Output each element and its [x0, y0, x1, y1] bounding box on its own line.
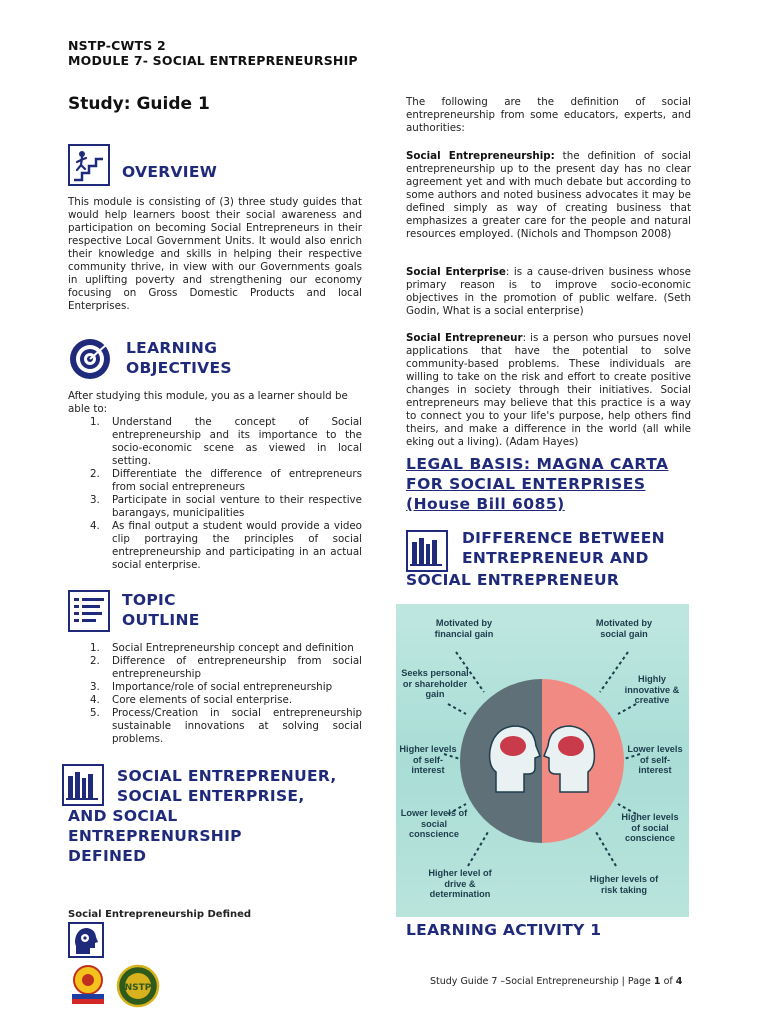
nstp-logo: [116, 964, 160, 1008]
list-item: 5. Process/Creation in social entrepreneurship sustainable innovations at solving social problems.: [90, 707, 362, 745]
stairs-climber-icon: [68, 144, 110, 186]
list-item: 1. Social Entrepreneurship concept and definition: [90, 642, 354, 654]
list-item: 3. Importance/role of social entrepreneurship: [90, 681, 333, 693]
svg-text:NSTP: NSTP: [124, 983, 152, 993]
books-icon: [62, 764, 104, 806]
definition-social-entrepreneurship: Social Entrepreneurship: the definition of social entrepreneurship up to the present day has no clear agreement yet and with much debate but according to some authors and noted business advocates it may be defined simply as way of creating business that emphasizes a greater care for the people and natural resources employed. (Nichols and Thompson 2008): [406, 150, 691, 240]
diagram-label: Lower levels of social conscience: [400, 808, 468, 839]
difference-heading-top: DIFFERENCE BETWEEN ENTREPRENEUR AND: [462, 529, 665, 567]
diagram-label: Higher level of drive & determination: [428, 868, 492, 899]
list-item: 1. Understand the concept of Social entrepreneurship and its importance to the socio-economic scene as viewed in local setting.: [90, 416, 362, 467]
defined-heading-top: SOCIAL ENTREPRENUER, SOCIAL ENTERPRISE,: [117, 767, 337, 805]
objectives-intro: After studying this module, you as a learner should be able to:: [68, 390, 348, 415]
diagram-label: Higher levels of risk taking: [589, 874, 659, 895]
list-item: 2. Difference of entrepreneurship from social entrepreneurship: [90, 655, 362, 680]
list-icon: [68, 590, 110, 632]
social-entrepreneurship-defined-subheading: Social Entrepreneurship Defined: [68, 909, 252, 920]
definition-social-entrepreneur: Social Entrepreneur: is a person who pursues novel applications that have the potential to solve community-based problems. These individuals are willing to take on the risk and effort to create positive changes in society through their initiatives. Social entrepreneurs may believe that this practice is a way to connect you to your life's purpose, help others find theirs, and make a difference in the world (all while eking out a living). (Adam Hayes): [406, 332, 691, 448]
target-icon: [68, 337, 110, 379]
list-item: 4. As final output a student would provide a video clip portraying the principles of social entrepreneurship and participating in an actual social enterprise.: [90, 520, 362, 571]
learning-activity-heading: LEARNING ACTIVITY 1: [406, 921, 602, 939]
learning-objectives-heading: LEARNING OBJECTIVES: [126, 339, 232, 377]
overview-heading: OVERVIEW: [122, 163, 218, 181]
diagram-label: Higher levels of social conscience: [621, 812, 679, 843]
diagram-label: Lower levels of self-interest: [627, 744, 683, 775]
books-icon: [406, 530, 448, 572]
list-item: 4. Core elements of social enterprise.: [90, 694, 293, 706]
definition-social-enterprise: Social Enterprise: is a cause-driven business whose primary reason is to improve socio-economic objectives in the promotion of public welfare. (Seth Godin, What is a social enterprise): [406, 266, 691, 317]
head-gears-icon: [68, 922, 104, 958]
list-item: 3. Participate in social venture to their respective barangays, municipalities: [90, 494, 362, 519]
topic-list: [68, 642, 362, 746]
diagram-label: Higher levels of self-interest: [399, 744, 457, 775]
course-code: NSTP-CWTS 2: [68, 38, 166, 53]
definitions-intro: The following are the definition of social entrepreneurship from some educators, experts, and authorities:: [406, 96, 691, 134]
objectives-list: [68, 416, 362, 572]
diagram-label: Seeks personal or shareholder gain: [401, 668, 469, 699]
defined-heading-bottom: AND SOCIAL ENTREPRENURSHIP DEFINED: [68, 807, 242, 865]
school-seal-logo: [68, 964, 108, 1008]
diagram-label: Highly innovative & creative: [624, 674, 680, 705]
entrepreneur-vs-social-entrepreneur-diagram: [396, 604, 689, 917]
list-item: 2. Differentiate the difference of entrepreneurs from social entrepreneurs: [90, 468, 362, 493]
overview-text: This module is consisting of (3) three study guides that would help learners boost their social awareness and participation on becoming Social Entrepreneurs in their respective Local Government Units. It would also enrich their knowledge and skills in helping their respective community thrive, in view with our Governments goals in uplifting poverty and strengthening our economy focusing on Gross Domestic Products and local Enterprises.: [68, 196, 362, 312]
module-title: MODULE 7- SOCIAL ENTREPRENEURSHIP: [68, 53, 358, 68]
topic-outline-heading: TOPIC OUTLINE: [122, 591, 200, 629]
legal-basis-heading: LEGAL BASIS: MAGNA CARTA FOR SOCIAL ENTERPRISES (House Bill 6085): [406, 455, 669, 513]
diagram-label: Motivated by financial gain: [434, 618, 494, 639]
page-footer: Study Guide 7 –Social Entrepreneurship | Page 1 of 4: [430, 976, 683, 987]
diagram-label: Motivated by social gain: [595, 618, 653, 639]
difference-heading-bottom: SOCIAL ENTREPRENEUR: [406, 571, 620, 589]
document-header: [68, 38, 358, 68]
study-guide-title: Study: Guide 1: [68, 94, 210, 114]
